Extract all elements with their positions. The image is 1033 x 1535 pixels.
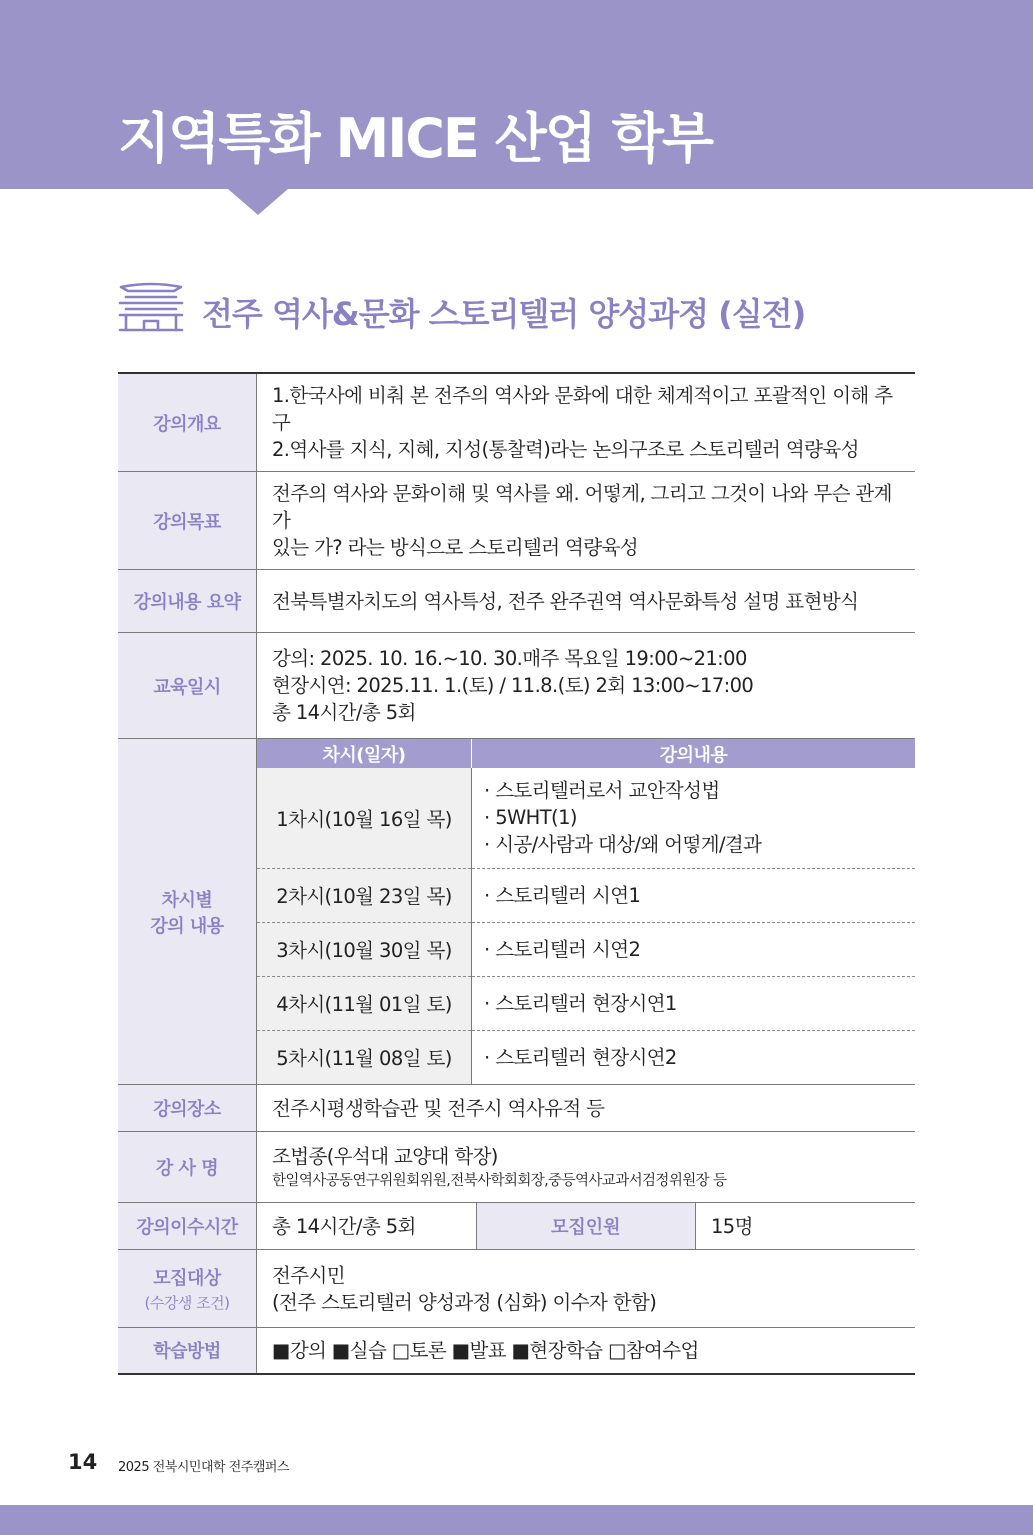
session-item: · 시공/사람과 대상/왜 어떻게/결과: [484, 833, 762, 857]
session-item: · 스토리텔러 시연1: [472, 868, 916, 922]
footer-band: [0, 1505, 1033, 1535]
capacity-label: 모집인원: [476, 1203, 696, 1250]
instructor-career: 한일역사공동연구위원회위원,전북사학회회장,중등역사교과서검정위원장 등: [272, 1172, 727, 1189]
session-content: [472, 768, 916, 868]
session-row: [257, 976, 915, 1030]
goal-row: [118, 472, 915, 570]
instructor-row: [118, 1132, 915, 1203]
department-title: 지역특화 MICE 산업 학부: [118, 107, 713, 170]
instructor-name: 조법종(우석대 교양대 학장): [272, 1144, 498, 1168]
overview-line: 2.역사를 지식, 지혜, 지성(통찰력)라는 논의구조로 스토리텔러 역량육성: [272, 438, 859, 461]
schedule-line: 총 14시간/총 5회: [272, 701, 416, 724]
session-item: · 스토리텔러 시연2: [472, 922, 916, 976]
goal-line: 전주의 역사와 문화이해 및 역사를 왜. 어떻게, 그리고 그것이 나와 무슨 관계가: [272, 482, 892, 532]
hours-row: [118, 1203, 915, 1250]
sessions-row: [118, 739, 915, 1085]
hours-label: 강의이수시간: [118, 1203, 257, 1250]
header-pointer: [228, 189, 288, 215]
schedule-label: 교육일시: [118, 633, 257, 739]
capacity-value: 15명: [696, 1203, 916, 1250]
course-info-table: [118, 372, 915, 1375]
session-item: · 스토리텔러로서 교안작성법: [484, 779, 720, 803]
goal-content: [257, 472, 916, 570]
course-title: 전주 역사&문화 스토리텔러 양성과정 (실전): [202, 295, 806, 333]
overview-row: [118, 373, 915, 472]
summary-content: 전북특별자치도의 역사특성, 전주 완주권역 역사문화특성 설명 표현방식: [257, 570, 916, 633]
schedule-line: 현장시연: 2025.11. 1.(토) / 11.8.(토) 2회 13:00~17:00: [272, 674, 754, 697]
method-row: [118, 1328, 915, 1374]
session-when: 4차시(11월 01일 토): [257, 976, 472, 1030]
session-when: 5차시(11월 08일 토): [257, 1030, 472, 1084]
target-line: 전주시민: [272, 1263, 345, 1287]
overview-content: [257, 373, 916, 472]
schedule-content: [257, 633, 916, 739]
session-row: [257, 1030, 915, 1084]
schedule-line: 강의: 2025. 10. 16.~10. 30.매주 목요일 19:00~21:00: [272, 647, 747, 670]
session-row: [257, 922, 915, 976]
method-content: ■강의 ■실습 □토론 ■발표 ■현장학습 □참여수업: [257, 1328, 916, 1374]
instructor-content: [257, 1132, 916, 1203]
session-when: 1차시(10월 16일 목): [257, 768, 472, 868]
sessions-cell: [257, 739, 916, 1085]
session-item: · 5WHT(1): [484, 806, 577, 830]
summary-row: [118, 570, 915, 633]
target-label: [118, 1250, 257, 1328]
venue-label: 강의장소: [118, 1085, 257, 1132]
instructor-label: 강 사 명: [118, 1132, 257, 1203]
sessions-table: [257, 739, 915, 1084]
summary-label: 강의내용 요약: [118, 570, 257, 633]
hours-content: 총 14시간/총 5회: [257, 1203, 477, 1250]
sessions-col-content: 강의내용: [472, 739, 916, 768]
session-when: 3차시(10월 30일 목): [257, 922, 472, 976]
goal-label: 강의목표: [118, 472, 257, 570]
page-number: 14: [68, 1450, 98, 1474]
session-row: [257, 868, 915, 922]
sessions-col-when: 차시(일자): [257, 739, 472, 768]
sessions-label: [118, 739, 257, 1085]
footer-publication: 2025 전북시민대학 전주캠퍼스: [118, 1460, 289, 1475]
target-label-sub: (수강생 조건): [144, 1294, 230, 1312]
sessions-label-line: 차시별: [161, 889, 213, 911]
goal-line: 있는 가? 라는 방식으로 스토리텔러 역량육성: [272, 536, 639, 559]
session-item: · 스토리텔러 현장시연1: [472, 976, 916, 1030]
target-label-main: 모집대상: [153, 1268, 221, 1289]
venue-row: [118, 1085, 915, 1132]
schedule-row: [118, 633, 915, 739]
target-line: (전주 스토리텔러 양성과정 (심화) 이수자 한함): [272, 1290, 657, 1314]
venue-content: 전주시평생학습관 및 전주시 역사유적 등: [257, 1085, 916, 1132]
overview-line: 1.한국사에 비춰 본 전주의 역사와 문화에 대한 체계적이고 포괄적인 이해 추구: [272, 384, 893, 434]
traditional-gate-icon: [118, 281, 184, 333]
sessions-label-line: 강의 내용: [150, 915, 224, 937]
session-when: 2차시(10월 23일 목): [257, 868, 472, 922]
session-row: [257, 768, 915, 868]
method-label: 학습방법: [118, 1328, 257, 1374]
overview-label: 강의개요: [118, 373, 257, 472]
target-content: [257, 1250, 916, 1328]
session-item: · 스토리텔러 현장시연2: [484, 1045, 677, 1069]
target-row: [118, 1250, 915, 1328]
